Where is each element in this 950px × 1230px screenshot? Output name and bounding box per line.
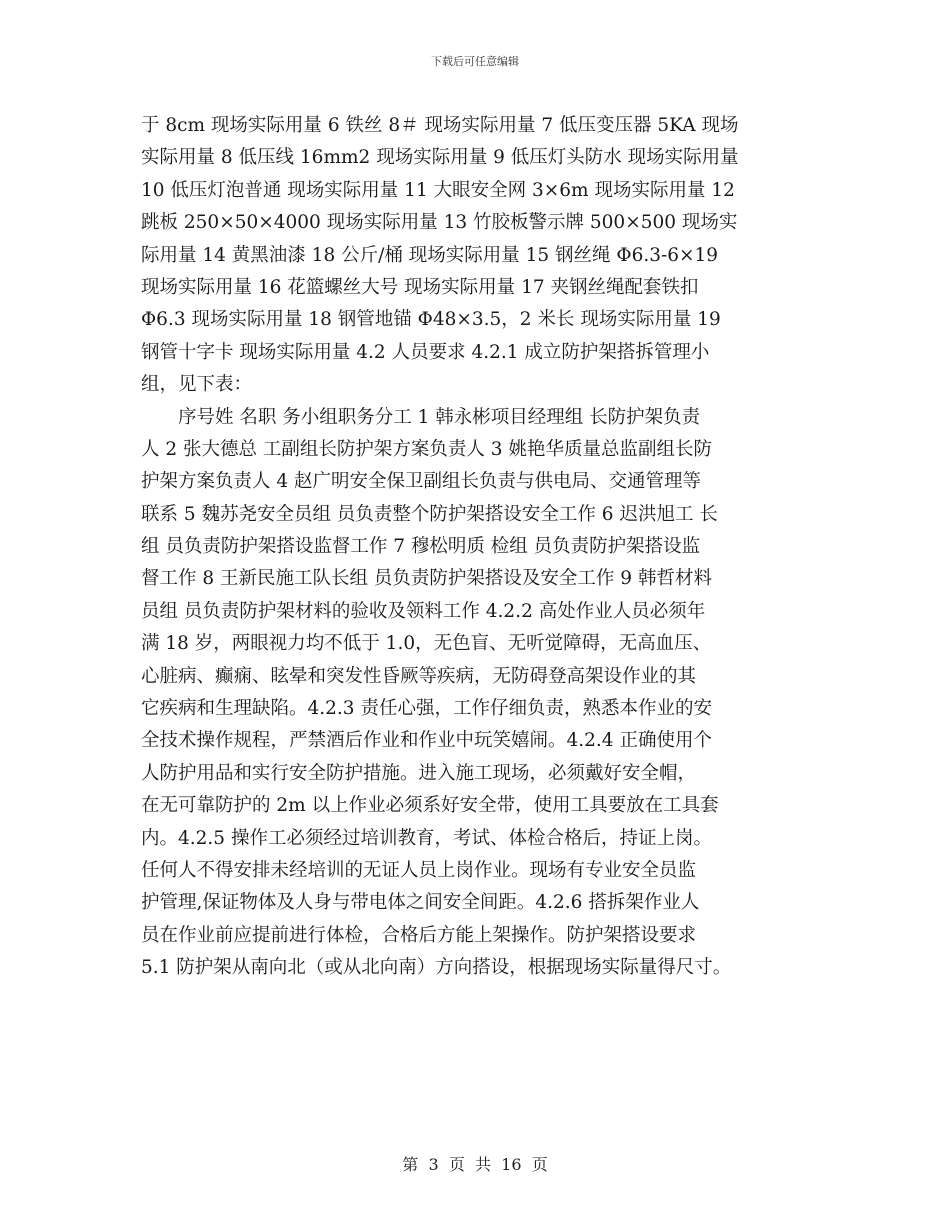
text-line: 钢管十字卡 现场实际用量 4.2 人员要求 4.2.1 成立防护架搭拆管理小 — [141, 341, 710, 363]
text-line: 组 员负责防护架搭设监督工作 7 穆松明质 检组 员负责防护架搭设监 — [141, 536, 701, 558]
text-line: 5.1 防护架从南向北（或从北向南）方向搭设，根据现场实际量得尺寸。 — [141, 957, 732, 979]
text-line: 满 18 岁，两眼视力均不低于 1.0，无色盲、无听觉障碍，无高血压、 — [141, 633, 712, 655]
text-line: 督工作 8 王新民施工队长组 员负责防护架搭设及安全工作 9 韩哲材料 — [141, 568, 712, 590]
text-line: 员组 员负责防护架材料的验收及领料工作 4.2.2 高处作业人员必须年 — [141, 600, 706, 622]
text-line: 跳板 250×50×4000 现场实际用量 13 竹胶板警示牌 500×500 现场实 — [141, 212, 738, 234]
text-line: 员在作业前应提前进行体检，合格后方能上架操作。防护架搭设要求 — [141, 924, 697, 946]
text-line: 心脏病、癫痫、眩晕和突发性昏厥等疾病，无防碍登高架设作业的其 — [141, 665, 697, 687]
text-line: 全技术操作规程，严禁酒后作业和作业中玩笑嬉闹。4.2.4 正确使用个 — [141, 730, 712, 752]
text-line: Φ6.3 现场实际用量 18 钢管地锚 Φ48×3.5，2 米长 现场实际用量 19 — [141, 309, 721, 331]
text-line: 内。4.2.5 操作工必须经过培训教育，考试、体检合格后，持证上岗。 — [141, 827, 712, 849]
text-line: 人 2 张大德总 工副组长防护架方案负责人 3 姚艳华质量总监副组长防 — [141, 438, 712, 460]
text-line: 于 8cm 现场实际用量 6 铁丝 8＃ 现场实际用量 7 低压变压器 5KA 现场 — [141, 115, 739, 136]
text-line: 护架方案负责人 4 赵广明安全保卫副组长负责与供电局、交通管理等 — [141, 471, 702, 493]
text-line: 护管理,保证物体及人身与带电体之间安全间距。4.2.6 搭拆架作业人 — [141, 892, 700, 914]
text-line: 人防护用品和实行安全防护措施。进入施工现场，必须戴好安全帽， — [141, 762, 697, 784]
page-header: 下载后可任意编辑 — [431, 55, 519, 68]
text-line: 现场实际用量 16 花篮螺丝大号 现场实际用量 17 夹钢丝绳配套铁扣 — [141, 276, 699, 298]
page-number: 第 3 页 共 16 页 — [402, 1155, 548, 1174]
text-line: 联系 5 魏苏尧安全员组 员负责整个防护架搭设安全工作 6 迟洪旭工 长 — [141, 503, 718, 525]
text-line: 在无可靠防护的 2m 以上作业必须系好安全带，使用工具要放在工具套 — [141, 795, 719, 817]
body-text — [141, 110, 821, 985]
text-line: 它疾病和生理缺陷。4.2.3 责任心强，工作仔细负责，熟悉本作业的安 — [141, 698, 712, 720]
text-line: 任何人不得安排未经培训的无证人员上岗作业。现场有专业安全员监 — [141, 859, 697, 881]
text-line: 实际用量 8 低压线 16mm2 现场实际用量 9 低压灯头防水 现场实际用量 — [141, 147, 739, 169]
text-line: 组，见下表： — [141, 374, 253, 396]
text-line: 序号姓 名职 务小组职务分工 1 韩永彬项目经理组 长防护架负责 — [141, 406, 701, 428]
text-line: 际用量 14 黄黑油漆 18 公斤/桶 现场实际用量 15 钢丝绳 Φ6.3-6×19 — [141, 244, 719, 266]
text-line: 10 低压灯泡普通 现场实际用量 11 大眼安全网 3×6m 现场实际用量 12 — [141, 179, 735, 201]
